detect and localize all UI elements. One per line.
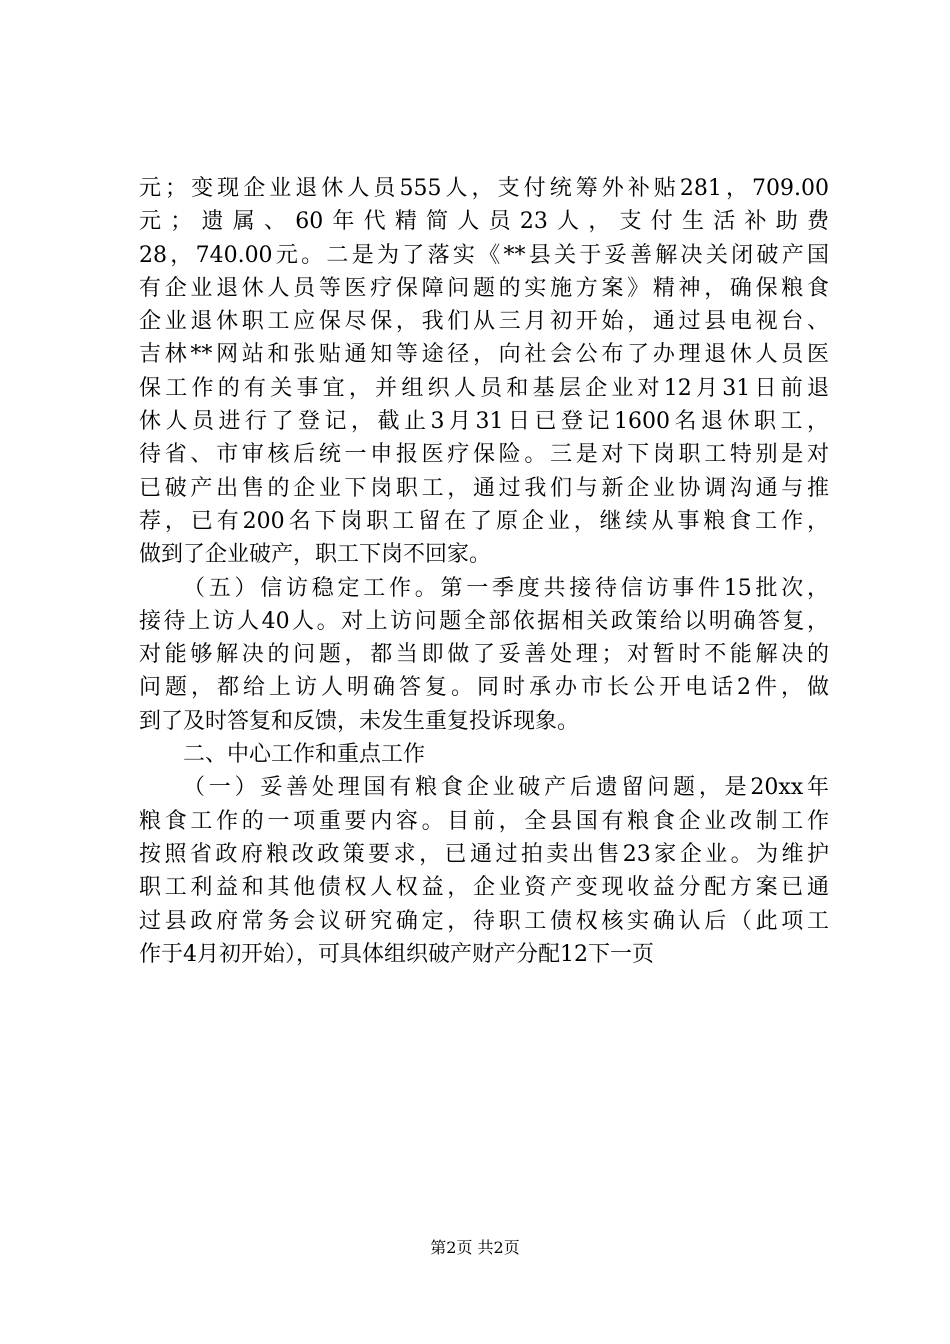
text-line: 作于4月初开始），可具体组织破产财产分配12下一页 <box>139 941 654 967</box>
text-line: 问题，都给上访人明确答复。同时承办市长公开电话2件，做 <box>139 675 829 701</box>
document-body <box>139 172 829 971</box>
text-line: 企业退休职工应保尽保，我们从三月初开始，通过县电视台、 <box>139 309 829 335</box>
text-line: 休人员进行了登记，截止3月31日已登记1600名退休职工， <box>139 409 829 435</box>
paragraph-heading-line: （一）妥善处理国有粮食企业破产后遗留问题，是20xx年 <box>183 775 829 801</box>
paragraph-heading-line: （五）信访稳定工作。第一季度共接待信访事件15批次， <box>183 575 829 601</box>
text-line: 对能够解决的问题，都当即做了妥善处理；对暂时不能解决的 <box>139 642 829 668</box>
text-line: 待省、市审核后统一申报医疗保险。三是对下岗职工特别是对 <box>139 442 829 468</box>
text-line: 荐，已有200名下岗职工留在了原企业，继续从事粮食工作， <box>139 508 829 534</box>
text-line: 到了及时答复和反馈，未发生重复投诉现象。 <box>139 708 580 734</box>
text-line: 职工利益和其他债权人权益，企业资产变现收益分配方案已通 <box>139 875 829 901</box>
text-line: 接待上访人40人。对上访问题全部依据相关政策给以明确答复， <box>139 608 829 634</box>
page-footer: 第2页 共2页 <box>430 1238 520 1257</box>
text-line: 按照省政府粮改政策要求，已通过拍卖出售23家企业。为维护 <box>139 841 829 867</box>
text-line: 有企业退休人员等医疗保障问题的实施方案》精神，确保粮食 <box>139 275 829 301</box>
text-line: 粮食工作的一项重要内容。目前，全县国有粮食企业改制工作 <box>139 808 829 834</box>
text-line: 元；变现企业退休人员555人，支付统筹外补贴281，709.00 <box>139 176 829 201</box>
text-line: 元；遗属、60年代精简人员23人，支付生活补助费 <box>139 209 829 235</box>
text-line: 28，740.00元。二是为了落实《**县关于妥善解决关闭破产国 <box>139 242 829 268</box>
text-line: 已破产出售的企业下岗职工，通过我们与新企业协调沟通与推 <box>139 475 829 501</box>
text-line: 做到了企业破产，职工下岗不回家。 <box>139 542 492 568</box>
text-line: 吉林**网站和张贴通知等途径，向社会公布了办理退休人员医 <box>139 342 829 368</box>
section-heading: 二、中心工作和重点工作 <box>183 742 426 768</box>
text-line: 保工作的有关事宜，并组织人员和基层企业对12月31日前退 <box>139 375 829 401</box>
text-line: 过县政府常务会议研究确定，待职工债权核实确认后（此项工 <box>139 908 829 934</box>
